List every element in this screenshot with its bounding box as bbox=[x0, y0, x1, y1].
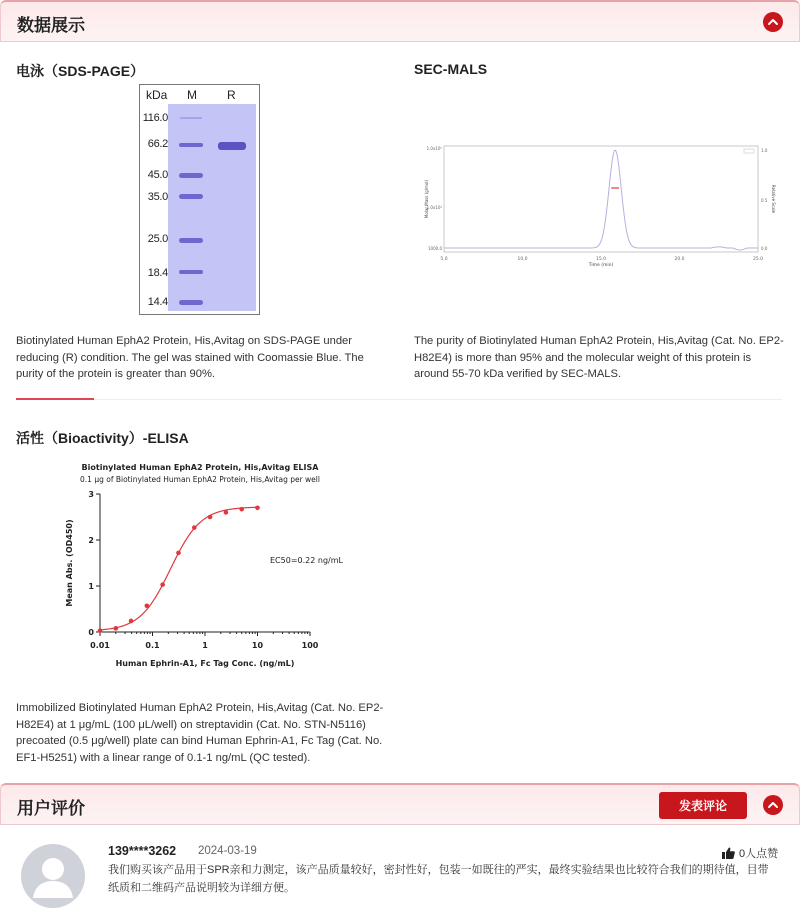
user-avatar-icon bbox=[21, 844, 85, 908]
y-left-tick-label: 1.0x10⁴ bbox=[426, 205, 442, 210]
sec-mals-title: SEC-MALS bbox=[414, 61, 488, 77]
data-point bbox=[176, 551, 181, 556]
section-divider bbox=[16, 399, 782, 400]
x-tick-label: 20.0 bbox=[674, 257, 685, 262]
y-right-tick-label: 0.0 bbox=[761, 246, 768, 251]
gel-marker-label: 35.0 bbox=[147, 191, 168, 203]
x-tick-label: 10 bbox=[251, 641, 264, 650]
collapse-reviews-section-button[interactable] bbox=[763, 795, 783, 815]
x-tick-label: 0.01 bbox=[90, 641, 110, 650]
sds-page-title: 电泳（SDS-PAGE） bbox=[16, 63, 145, 79]
gel-marker-label: 45.0 bbox=[147, 169, 168, 181]
like-button[interactable] bbox=[722, 845, 778, 861]
chevron-up-icon bbox=[767, 16, 779, 28]
gel-header-kda: kDa bbox=[146, 88, 168, 102]
fit-curve bbox=[100, 507, 258, 630]
gel-marker-label: 14.4 bbox=[147, 296, 168, 308]
marker-band-116 bbox=[180, 117, 202, 119]
sec-mals-chart bbox=[420, 138, 776, 268]
y-left-tick-label: 1.0x10⁵ bbox=[426, 146, 442, 151]
like-count: 0人点赞 bbox=[739, 848, 779, 860]
data-point bbox=[224, 510, 229, 515]
avatar bbox=[21, 844, 85, 908]
gel-marker-label: 116.0 bbox=[142, 112, 168, 124]
section-divider-accent bbox=[16, 398, 94, 400]
gel-header-r: R bbox=[227, 88, 236, 102]
uv-trace bbox=[444, 150, 758, 250]
gel-marker-label: 25.0 bbox=[147, 233, 168, 245]
x-tick-label: 25.0 bbox=[752, 257, 764, 262]
elisa-title: 活性（Bioactivity）-ELISA bbox=[16, 430, 189, 446]
gel-header-m: M bbox=[187, 88, 197, 102]
elisa-chart bbox=[50, 458, 380, 673]
chart-title: Biotinylated Human EphA2 Protein, His,Avitag ELISA bbox=[81, 463, 319, 472]
data-point bbox=[160, 582, 165, 587]
gel-lanes bbox=[168, 104, 256, 311]
sds-page-description: Biotinylated Human EphA2 Protein, His,Avitag on SDS-PAGE under reducing (R) condition. The gel was stained with Coomassie Blue. The purity of the protein is greater than 90%. bbox=[16, 335, 364, 380]
x-tick-label: 100 bbox=[301, 641, 319, 650]
reviews-section-title: 用户评价 bbox=[17, 799, 85, 818]
y-tick-label: 3 bbox=[88, 490, 94, 499]
marker-band-25 bbox=[179, 238, 203, 243]
x-axis-label: Human Ephrin-A1, Fc Tag Conc. (ng/mL) bbox=[115, 659, 295, 668]
thumbs-up-icon bbox=[722, 847, 735, 859]
legend-box bbox=[744, 149, 754, 153]
data-point bbox=[192, 525, 197, 530]
x-tick-label: 1 bbox=[202, 641, 208, 650]
data-point bbox=[114, 626, 119, 631]
post-review-button[interactable]: 发表评论 bbox=[659, 792, 747, 819]
y-tick-label: 0 bbox=[88, 628, 94, 637]
data-point bbox=[255, 506, 260, 511]
data-point bbox=[145, 603, 150, 608]
x-tick-label: 15.0 bbox=[595, 257, 607, 262]
marker-band-45 bbox=[179, 173, 203, 178]
marker-band-18 bbox=[179, 270, 203, 274]
data-point bbox=[98, 628, 103, 633]
elisa-description: Immobilized Biotinylated Human EphA2 Protein, His,Avitag (Cat. No. EP2-H82E4) at 1 μg/mL (100 μL/well) on streptavidin (Cat. No. STN-N5116) precoated (0.5 μg/well) plate can bind Human Ephrin-A1, Fc Tag (Cat. No. EF1-H5251) with a linear range of 0.1-1 ng/mL (QC tested). bbox=[16, 702, 384, 764]
x-axis-label: Time (min) bbox=[588, 263, 614, 268]
marker-band-66 bbox=[179, 143, 203, 147]
marker-band-14 bbox=[179, 300, 203, 305]
y-right-axis-label: Relative Scale bbox=[771, 184, 776, 214]
chevron-up-icon bbox=[767, 799, 779, 811]
collapse-data-section-button[interactable] bbox=[763, 12, 783, 32]
y-left-tick-label: 1000.0 bbox=[428, 246, 442, 251]
sds-gel-image bbox=[139, 84, 260, 315]
data-point bbox=[208, 515, 213, 520]
plot-frame bbox=[444, 146, 758, 252]
y-left-axis-label: Molar Mass (g/mol) bbox=[424, 179, 429, 219]
y-axis-label: Mean Abs. (OD450) bbox=[65, 519, 74, 607]
data-point bbox=[129, 619, 134, 624]
sample-band-r bbox=[218, 142, 246, 150]
y-tick-label: 2 bbox=[88, 536, 94, 545]
gel-marker-label: 18.4 bbox=[147, 267, 168, 279]
data-point bbox=[239, 507, 244, 512]
review-date: 2024-03-19 bbox=[198, 845, 257, 857]
marker-band-35 bbox=[179, 194, 203, 199]
y-right-tick-label: 0.5 bbox=[761, 198, 768, 203]
x-tick-label: 5.0 bbox=[440, 257, 448, 262]
y-tick-label: 1 bbox=[88, 582, 94, 591]
y-right-tick-label: 1.0 bbox=[761, 148, 768, 153]
gel-marker-label: 66.2 bbox=[147, 138, 168, 150]
data-section-header bbox=[0, 0, 800, 42]
data-section-title: 数据展示 bbox=[17, 16, 85, 35]
sec-mals-description: The purity of Biotinylated Human EphA2 Protein, His,Avitag (Cat. No. EP2-H82E4) is more than 95% and the molecular weight of this protein is around 55-70 kDa verified by SEC-MALS. bbox=[414, 335, 784, 380]
x-tick-label: 0.1 bbox=[145, 641, 160, 650]
review-user-name: 139****3262 bbox=[108, 844, 177, 858]
x-tick-label: 10.0 bbox=[517, 257, 528, 262]
ec50-annotation: EC50=0.22 ng/mL bbox=[270, 556, 343, 565]
chart-subtitle: 0.1 μg of Biotinylated Human EphA2 Protein, His,Avitag per well bbox=[80, 475, 320, 484]
review-text: 我们购买该产品用于SPR亲和力测定，该产品质量较好，密封性好，包装一如既往的严实，最终实验结果也比较符合我们的期待值，目带纸质和二维码产品说明较为详细方便。 bbox=[108, 864, 769, 894]
